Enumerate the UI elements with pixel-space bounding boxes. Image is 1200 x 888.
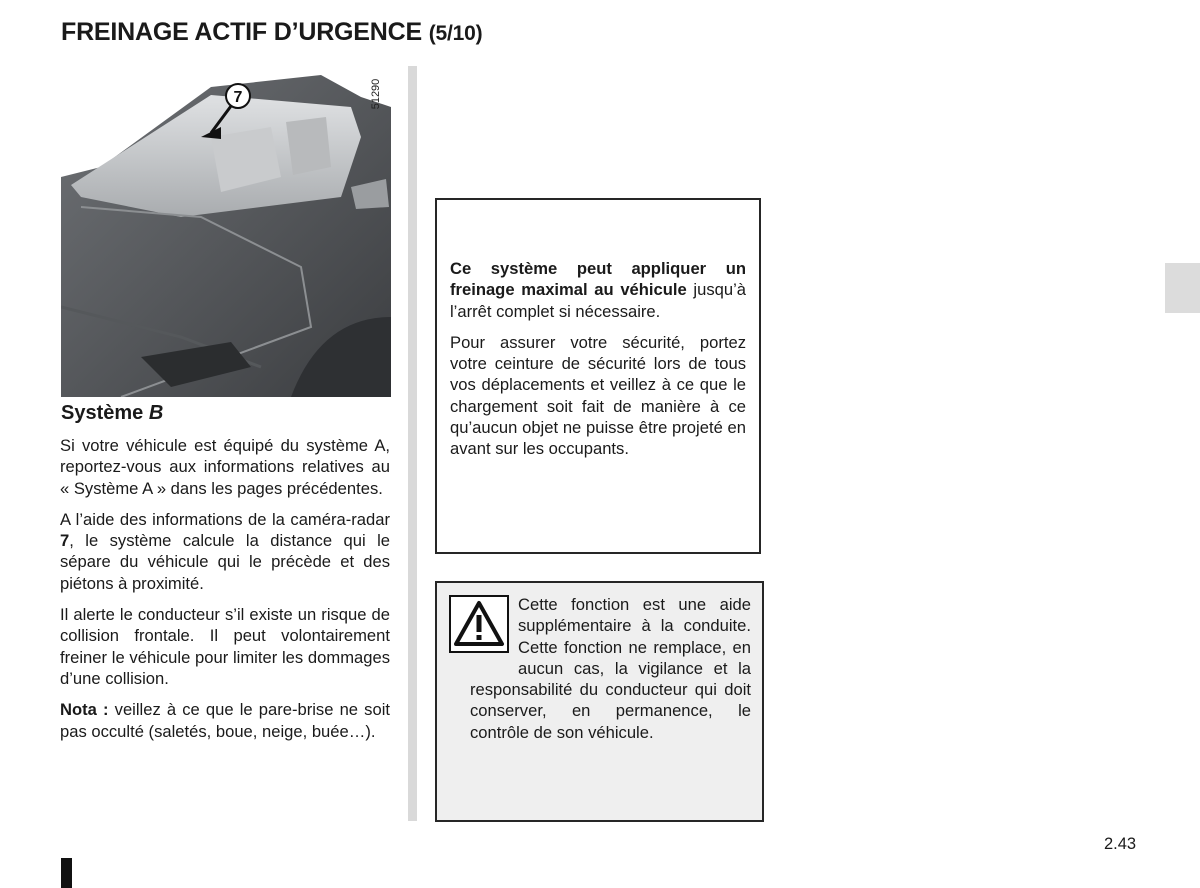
car-illustration-svg — [61, 67, 391, 397]
corner-marker — [61, 858, 72, 888]
page-title-text: FREINAGE ACTIF D’URGENCE — [61, 18, 422, 46]
warning-text-block — [470, 594, 751, 743]
callout-number: 7 — [233, 89, 243, 106]
page-number: 2.43 — [1104, 835, 1137, 853]
camera-radar-ref: 7 — [60, 531, 70, 551]
warning-box — [435, 581, 764, 822]
info-box — [435, 198, 761, 554]
paragraph-nota — [60, 699, 390, 742]
section-heading-letter: B — [148, 402, 164, 424]
nota-text: veillez à ce que le pare-brise ne soit pas occulté (saletés, boue, neige, buée…). — [60, 700, 390, 741]
nota-label: Nota : — [60, 700, 109, 720]
camera-radar-text-post: , le système calcule la distance qui le sépare du véhicule qui le précède et des piétons à proximité. — [60, 531, 390, 593]
info-box-bold-text: Ce système peut appliquer un freinage maximal au véhicule — [450, 259, 746, 300]
chapter-tab — [1165, 263, 1200, 313]
section-heading-prefix: Système — [61, 402, 149, 424]
car-windshield-illustration — [61, 67, 391, 397]
info-box-paragraph-1 — [450, 258, 746, 322]
camera-radar-text-pre: A l’aide des informations de la caméra-radar — [60, 509, 390, 529]
figure-code-text: 51290 — [369, 78, 382, 110]
warning-text: Cette fonction est une aide supplémentaire à la conduite. Cette fonction ne remplace, en aucun cas, la vigilance et la responsabilité du conducteur qui doit conserver, en permanence, le contrôle de son véhicule. — [470, 595, 751, 742]
left-column-text — [60, 435, 390, 752]
page-title — [61, 18, 482, 47]
column-divider — [408, 66, 417, 821]
paragraph-system-a: Si votre véhicule est équipé du système A, reportez-vous aux informations relatives au « Système A » dans les pages précédentes. — [60, 436, 390, 498]
paragraph-camera-radar — [60, 509, 390, 594]
warning-icon-spacer — [470, 594, 518, 679]
section-heading — [61, 402, 163, 425]
section-page-indicator: (5/10) — [428, 22, 483, 45]
info-box-paragraph-2: Pour assurer votre sécurité, portez votre ceinture de sécurité lors de tous vos déplacements et veillez à ce que le chargement soit fait de manière à ce qu’aucun objet ne puisse être projeté en avant sur les occupants. — [450, 332, 746, 459]
info-box-text: jusqu’à l’arrêt complet si nécessaire. — [450, 280, 746, 321]
figure-code — [362, 72, 390, 116]
paragraph-alert: Il alerte le conducteur s’il existe un risque de collision frontale. Il peut volontairement freiner le véhicule pour limiter les dommages d’une collision. — [60, 605, 390, 688]
